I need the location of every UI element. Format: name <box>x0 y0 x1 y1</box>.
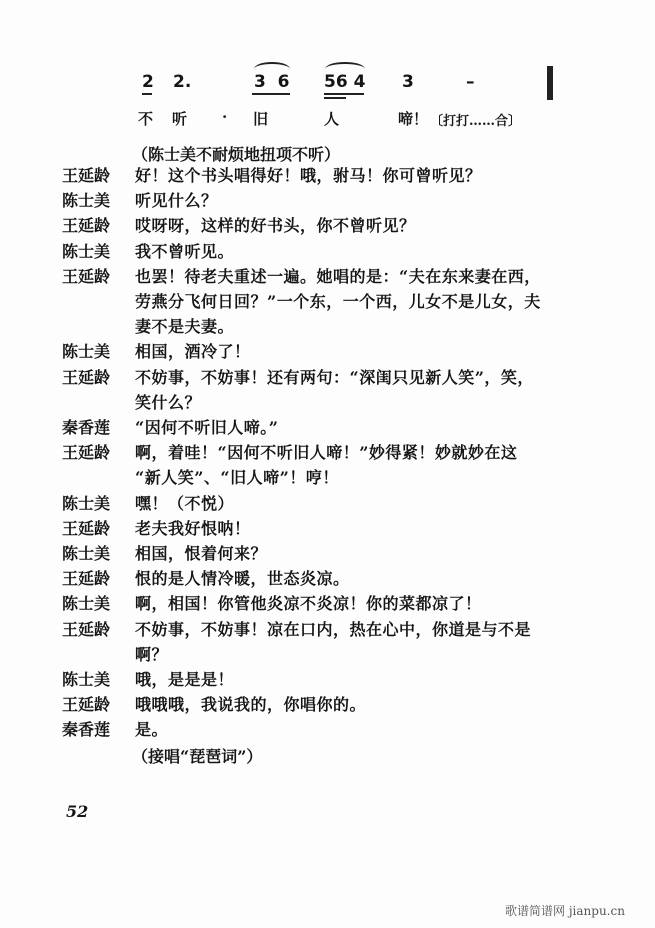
speaker-name: 陈士美 <box>62 191 111 211</box>
note: 56 4 <box>324 72 366 92</box>
dialogue-line: “因何不听旧人啼。” <box>135 418 279 437</box>
dialogue-line: 老夫我好恨呐！ <box>135 518 251 538</box>
lyric: · <box>222 108 228 126</box>
dialogue-line: 啊，着哇！“因何不听旧人啼！”妙得紧！妙就妙在这 <box>135 443 518 463</box>
lyric: 人 <box>324 110 340 128</box>
speaker-name: 陈士美 <box>62 544 111 563</box>
lyric: 不 <box>138 110 154 128</box>
dialogue-line: 不妨事，不妨事！凉在口内，热在心中，你道是与不是 <box>135 619 532 639</box>
note: – <box>466 72 475 92</box>
dialogue-line: 哎呀呀，这样的好书头，你不曾听见？ <box>135 216 416 236</box>
speaker-name: 王延龄 <box>62 266 111 286</box>
underline <box>324 93 364 95</box>
dialogue-line: 啊，相国！你管他炎凉不炎凉！你的菜都凉了！ <box>135 594 482 614</box>
speaker-name: 王延龄 <box>62 166 111 185</box>
page-number: 52 <box>66 802 89 821</box>
speaker-name: 秦香莲 <box>62 720 111 740</box>
lyric: 旧 <box>253 110 269 128</box>
lyric: 啼！ <box>398 110 429 128</box>
speaker-name: 王延龄 <box>62 443 111 463</box>
speaker-name: 秦香莲 <box>62 418 111 437</box>
dialogue-line: 好！这个书头唱得好！哦，驸马！你可曾听见？ <box>135 166 482 185</box>
dialogue-line: 我不曾听见。 <box>135 241 235 261</box>
note: 2. <box>173 72 192 92</box>
underline <box>324 97 346 99</box>
speaker-name: 王延龄 <box>62 569 111 589</box>
speaker-name: 王延龄 <box>62 619 111 639</box>
underline <box>252 93 290 95</box>
note: 2 <box>142 72 154 92</box>
speaker-name: 陈士美 <box>62 493 111 513</box>
lyric: 听 <box>172 110 188 128</box>
note: 3 6 <box>254 72 290 92</box>
speaker-name: 王延龄 <box>62 367 111 387</box>
dialogue-line: “新人笑”、“旧人啼”！哼！ <box>135 468 339 488</box>
dialogue-line: 相国，酒冷了！ <box>135 342 251 362</box>
dialogue-line: 妻不是夫妻。 <box>135 317 235 337</box>
stage-direction: （接唱“琵琶词”） <box>132 747 263 766</box>
speaker-name: 陈士美 <box>62 670 111 689</box>
dialogue-line: 哦，是是是！ <box>135 670 235 689</box>
dialogue-line: 是。 <box>135 720 169 740</box>
stage-direction: （陈士美不耐烦地扭项不听） <box>132 145 341 164</box>
speaker-name: 王延龄 <box>62 695 111 715</box>
speaker-name: 陈士美 <box>62 594 111 614</box>
dialogue-line: 恨的是人情冷暖，世态炎凉。 <box>135 569 350 589</box>
dialogue-line: 笑什么？ <box>135 392 202 412</box>
barline <box>547 66 553 100</box>
dialogue-line: 不妨事，不妨事！还有两句：“深闺只见新人笑”，笑， <box>135 367 534 387</box>
dialogue-line: 啊？ <box>135 644 169 664</box>
lyric: 〔打打……合〕 <box>430 114 522 129</box>
speaker-name: 王延龄 <box>62 216 111 236</box>
dialogue-line: 相国，恨着何来？ <box>135 544 268 563</box>
speaker-name: 王延龄 <box>62 518 111 538</box>
dialogue-line: 劳燕分飞何日回？”一个东，一个西，儿女不是儿女，夫 <box>135 292 541 311</box>
underline <box>142 93 152 95</box>
dialogue-line: 哦哦哦，我说我的，你唱你的。 <box>135 695 367 715</box>
dialogue-line: 也罢！待老夫重述一遍。她唱的是：“夫在东来妻在西， <box>135 266 541 286</box>
watermark: 歌谱简谱网 jianpu.cn <box>505 904 625 918</box>
speaker-name: 陈士美 <box>62 241 111 261</box>
dialogue-line: 嘿！（不悦） <box>135 493 235 513</box>
dialogue-line: 听见什么？ <box>135 191 218 211</box>
speaker-name: 陈士美 <box>62 342 111 362</box>
note: 3 <box>402 72 414 92</box>
